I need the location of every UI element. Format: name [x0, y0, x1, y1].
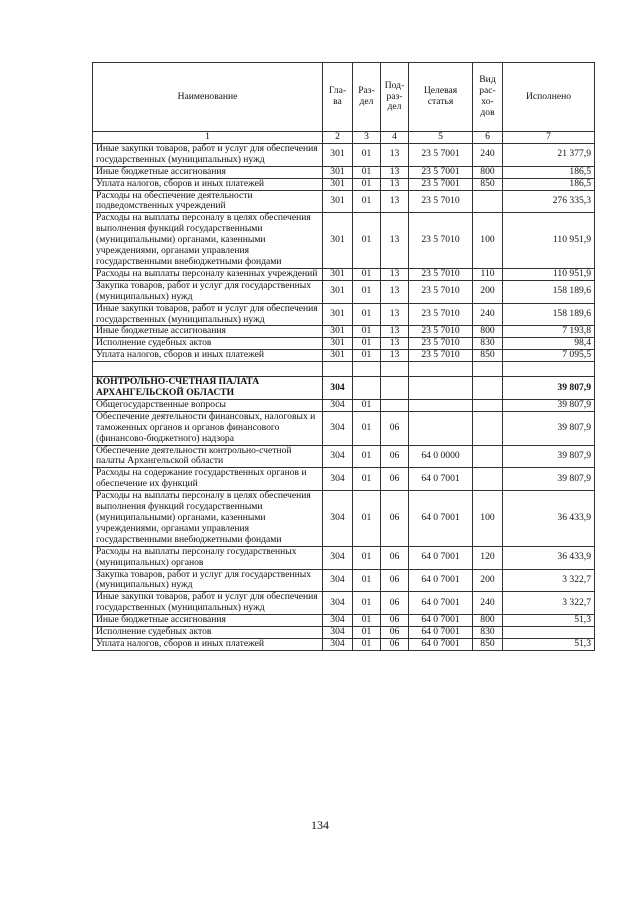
row-name: Иные закупки товаров, работ и услуг для обеспечения государственных (муниципальных) нужд — [93, 303, 323, 326]
row-value: 186,5 — [503, 178, 595, 190]
table-row — [93, 445, 595, 468]
row-celevaya: 64 0 7001 — [409, 491, 473, 547]
row-value: 3 322,7 — [503, 569, 595, 592]
row-celevaya: 64 0 7001 — [409, 546, 473, 569]
row-podrazdel — [381, 399, 409, 411]
row-value: 158 189,6 — [503, 303, 595, 326]
row-razdel: 01 — [353, 615, 381, 627]
row-podrazdel: 06 — [381, 569, 409, 592]
row-value: 110 951,9 — [503, 268, 595, 280]
row-vid: 100 — [473, 213, 503, 269]
column-number: 4 — [381, 132, 409, 144]
table-row — [93, 569, 595, 592]
table-header — [93, 63, 595, 144]
row-glava: 304 — [323, 399, 353, 411]
spacer-row — [93, 362, 595, 377]
row-celevaya: 23 5 7001 — [409, 178, 473, 190]
row-vid: 800 — [473, 615, 503, 627]
row-vid: 850 — [473, 638, 503, 650]
row-glava: 301 — [323, 350, 353, 362]
table-row — [93, 377, 595, 400]
row-name: Расходы на выплаты персоналу в целях обеспечения выполнения функций государственными (муниципальными) органами, казенными учреждениями, органами управления государственными внебюджетными фондами — [93, 491, 323, 547]
row-celevaya: 23 5 7001 — [409, 143, 473, 166]
row-razdel: 01 — [353, 491, 381, 547]
row-razdel: 01 — [353, 350, 381, 362]
row-celevaya: 23 5 7010 — [409, 280, 473, 303]
row-razdel: 01 — [353, 569, 381, 592]
row-vid: 240 — [473, 143, 503, 166]
row-name: Закупка товаров, работ и услуг для государственных (муниципальных) нужд — [93, 280, 323, 303]
row-vid: 850 — [473, 350, 503, 362]
budget-table — [92, 62, 595, 651]
row-value: 110 951,9 — [503, 213, 595, 269]
row-name: Обеспечение деятельности финансовых, налоговых и таможенных органов и органов финансового (финансово-бюджетного) надзора — [93, 411, 323, 445]
row-podrazdel: 06 — [381, 615, 409, 627]
header-podrazdel: Под- раз- дел — [381, 63, 409, 132]
row-name: Исполнение судебных актов — [93, 338, 323, 350]
row-vid — [473, 468, 503, 491]
table-row — [93, 468, 595, 491]
row-vid — [473, 190, 503, 213]
row-name: Уплата налогов, сборов и иных платежей — [93, 178, 323, 190]
spacer-cell — [409, 362, 473, 377]
table-row — [93, 491, 595, 547]
table-row — [93, 268, 595, 280]
row-razdel: 01 — [353, 143, 381, 166]
row-glava: 304 — [323, 377, 353, 400]
table-row — [93, 143, 595, 166]
row-vid — [473, 377, 503, 400]
row-podrazdel: 13 — [381, 166, 409, 178]
row-razdel: 01 — [353, 190, 381, 213]
header-ispolneno: Исполнено — [503, 63, 595, 132]
row-podrazdel: 06 — [381, 445, 409, 468]
row-glava: 304 — [323, 491, 353, 547]
row-celevaya: 23 5 7010 — [409, 190, 473, 213]
row-name: Закупка товаров, работ и услуг для государственных (муниципальных) нужд — [93, 569, 323, 592]
row-glava: 301 — [323, 326, 353, 338]
row-podrazdel: 13 — [381, 178, 409, 190]
row-podrazdel: 06 — [381, 468, 409, 491]
header-glava: Гла- ва — [323, 63, 353, 132]
row-celevaya: 64 0 0000 — [409, 445, 473, 468]
row-podrazdel: 13 — [381, 350, 409, 362]
row-podrazdel: 06 — [381, 546, 409, 569]
table-row — [93, 303, 595, 326]
table-row — [93, 627, 595, 639]
row-value: 39 807,9 — [503, 411, 595, 445]
row-name: Иные бюджетные ассигнования — [93, 615, 323, 627]
table-row — [93, 615, 595, 627]
row-razdel: 01 — [353, 178, 381, 190]
row-glava: 304 — [323, 638, 353, 650]
row-celevaya: 23 5 7010 — [409, 303, 473, 326]
row-podrazdel: 06 — [381, 638, 409, 650]
row-podrazdel: 06 — [381, 491, 409, 547]
row-vid: 110 — [473, 268, 503, 280]
row-razdel: 01 — [353, 213, 381, 269]
row-value: 39 807,9 — [503, 468, 595, 491]
row-vid: 830 — [473, 338, 503, 350]
row-celevaya: 64 0 7001 — [409, 615, 473, 627]
row-podrazdel: 06 — [381, 592, 409, 615]
row-name: Общегосударственные вопросы — [93, 399, 323, 411]
row-razdel: 01 — [353, 280, 381, 303]
column-number: 6 — [473, 132, 503, 144]
row-celevaya: 64 0 7001 — [409, 592, 473, 615]
row-glava: 301 — [323, 166, 353, 178]
table-row — [93, 213, 595, 269]
row-vid — [473, 445, 503, 468]
column-number: 2 — [323, 132, 353, 144]
row-value: 39 807,9 — [503, 399, 595, 411]
column-number: 5 — [409, 132, 473, 144]
row-razdel: 01 — [353, 592, 381, 615]
row-podrazdel: 13 — [381, 303, 409, 326]
row-vid: 800 — [473, 326, 503, 338]
spacer-cell — [353, 362, 381, 377]
row-razdel: 01 — [353, 638, 381, 650]
row-glava: 304 — [323, 615, 353, 627]
row-glava: 301 — [323, 178, 353, 190]
row-value: 51,3 — [503, 638, 595, 650]
row-glava: 304 — [323, 627, 353, 639]
row-vid: 240 — [473, 592, 503, 615]
row-glava: 304 — [323, 546, 353, 569]
row-celevaya: 23 5 7010 — [409, 350, 473, 362]
row-value: 186,5 — [503, 166, 595, 178]
table-row — [93, 546, 595, 569]
row-vid: 120 — [473, 546, 503, 569]
row-name: КОНТРОЛЬНО-СЧЕТНАЯ ПАЛАТА АРХАНГЕЛЬСКОЙ ОБЛАСТИ — [93, 377, 323, 400]
row-celevaya: 23 5 7010 — [409, 268, 473, 280]
row-celevaya: 23 5 7001 — [409, 166, 473, 178]
row-name: Иные закупки товаров, работ и услуг для обеспечения государственных (муниципальных) нужд — [93, 592, 323, 615]
row-vid — [473, 399, 503, 411]
row-vid: 200 — [473, 569, 503, 592]
row-podrazdel: 13 — [381, 338, 409, 350]
table-row — [93, 350, 595, 362]
table-row — [93, 178, 595, 190]
row-name: Расходы на выплаты персоналу государственных (муниципальных) органов — [93, 546, 323, 569]
table-body — [93, 143, 595, 650]
row-razdel: 01 — [353, 468, 381, 491]
table-row — [93, 338, 595, 350]
row-value: 36 433,9 — [503, 546, 595, 569]
column-number: 1 — [93, 132, 323, 144]
row-podrazdel: 13 — [381, 213, 409, 269]
row-name: Уплата налогов, сборов и иных платежей — [93, 350, 323, 362]
row-name: Расходы на содержание государственных органов и обеспечение их функций — [93, 468, 323, 491]
row-name: Расходы на выплаты персоналу в целях обеспечения выполнения функций государственными (муниципальными) органами, казенными учреждениями, органами управления государственными внебюджетными фондами — [93, 213, 323, 269]
row-value: 21 377,9 — [503, 143, 595, 166]
row-razdel: 01 — [353, 399, 381, 411]
row-value: 51,3 — [503, 615, 595, 627]
row-podrazdel: 06 — [381, 411, 409, 445]
row-celevaya: 23 5 7010 — [409, 213, 473, 269]
table-row — [93, 326, 595, 338]
row-razdel: 01 — [353, 627, 381, 639]
row-razdel — [353, 377, 381, 400]
row-podrazdel: 13 — [381, 190, 409, 213]
row-celevaya — [409, 399, 473, 411]
row-razdel: 01 — [353, 411, 381, 445]
row-glava: 301 — [323, 190, 353, 213]
row-vid: 850 — [473, 178, 503, 190]
row-celevaya: 64 0 7001 — [409, 468, 473, 491]
page-number: 134 — [311, 818, 329, 832]
row-value: 39 807,9 — [503, 377, 595, 400]
row-glava: 301 — [323, 338, 353, 350]
row-celevaya: 23 5 7010 — [409, 326, 473, 338]
column-number-row — [93, 132, 595, 144]
row-value: 3 322,7 — [503, 592, 595, 615]
spacer-cell — [93, 362, 323, 377]
row-value: 7 095,5 — [503, 350, 595, 362]
row-value: 7 193,8 — [503, 326, 595, 338]
row-razdel: 01 — [353, 445, 381, 468]
row-name: Иные бюджетные ассигнования — [93, 326, 323, 338]
table-row — [93, 280, 595, 303]
row-name: Иные закупки товаров, работ и услуг для обеспечения государственных (муниципальных) нужд — [93, 143, 323, 166]
row-glava: 301 — [323, 213, 353, 269]
row-value: 158 189,6 — [503, 280, 595, 303]
document-page — [92, 62, 594, 651]
row-glava: 301 — [323, 280, 353, 303]
row-celevaya: 64 0 7001 — [409, 627, 473, 639]
spacer-cell — [503, 362, 595, 377]
row-glava: 301 — [323, 268, 353, 280]
row-vid: 830 — [473, 627, 503, 639]
row-podrazdel: 13 — [381, 268, 409, 280]
row-celevaya: 64 0 7001 — [409, 638, 473, 650]
row-razdel: 01 — [353, 303, 381, 326]
row-podrazdel: 13 — [381, 143, 409, 166]
row-name: Обеспечение деятельности контрольно-счетной палаты Архангельской области — [93, 445, 323, 468]
table-row — [93, 399, 595, 411]
row-name: Расходы на выплаты персоналу казенных учреждений — [93, 268, 323, 280]
row-vid: 240 — [473, 303, 503, 326]
row-name: Иные бюджетные ассигнования — [93, 166, 323, 178]
row-glava: 304 — [323, 445, 353, 468]
row-glava: 304 — [323, 411, 353, 445]
row-razdel: 01 — [353, 268, 381, 280]
header-celevaya: Целевая статья — [409, 63, 473, 132]
header-razdel: Раз- дел — [353, 63, 381, 132]
table-row — [93, 411, 595, 445]
row-razdel: 01 — [353, 166, 381, 178]
row-glava: 304 — [323, 468, 353, 491]
row-celevaya — [409, 377, 473, 400]
row-glava: 304 — [323, 592, 353, 615]
row-vid: 100 — [473, 491, 503, 547]
row-vid: 200 — [473, 280, 503, 303]
row-name: Расходы на обеспечение деятельности подведомственных учреждений — [93, 190, 323, 213]
row-name: Уплата налогов, сборов и иных платежей — [93, 638, 323, 650]
row-value: 98,4 — [503, 338, 595, 350]
header-vid: Вид рас- хо- дов — [473, 63, 503, 132]
row-value: 276 335,3 — [503, 190, 595, 213]
row-celevaya: 23 5 7010 — [409, 338, 473, 350]
row-razdel: 01 — [353, 546, 381, 569]
row-vid: 800 — [473, 166, 503, 178]
row-value: 36 433,9 — [503, 491, 595, 547]
column-number: 7 — [503, 132, 595, 144]
table-row — [93, 592, 595, 615]
row-razdel: 01 — [353, 338, 381, 350]
row-podrazdel: 06 — [381, 627, 409, 639]
row-name: Исполнение судебных актов — [93, 627, 323, 639]
row-value: 39 807,9 — [503, 445, 595, 468]
spacer-cell — [473, 362, 503, 377]
row-podrazdel: 13 — [381, 326, 409, 338]
header-row — [93, 63, 595, 132]
row-celevaya — [409, 411, 473, 445]
row-celevaya: 64 0 7001 — [409, 569, 473, 592]
header-name: Наименование — [93, 63, 323, 132]
row-glava: 301 — [323, 143, 353, 166]
spacer-cell — [381, 362, 409, 377]
table-row — [93, 638, 595, 650]
table-row — [93, 190, 595, 213]
row-glava: 301 — [323, 303, 353, 326]
row-podrazdel: 13 — [381, 280, 409, 303]
spacer-cell — [323, 362, 353, 377]
row-value — [503, 627, 595, 639]
column-number: 3 — [353, 132, 381, 144]
table-row — [93, 166, 595, 178]
row-razdel: 01 — [353, 326, 381, 338]
row-podrazdel — [381, 377, 409, 400]
row-glava: 304 — [323, 569, 353, 592]
row-vid — [473, 411, 503, 445]
